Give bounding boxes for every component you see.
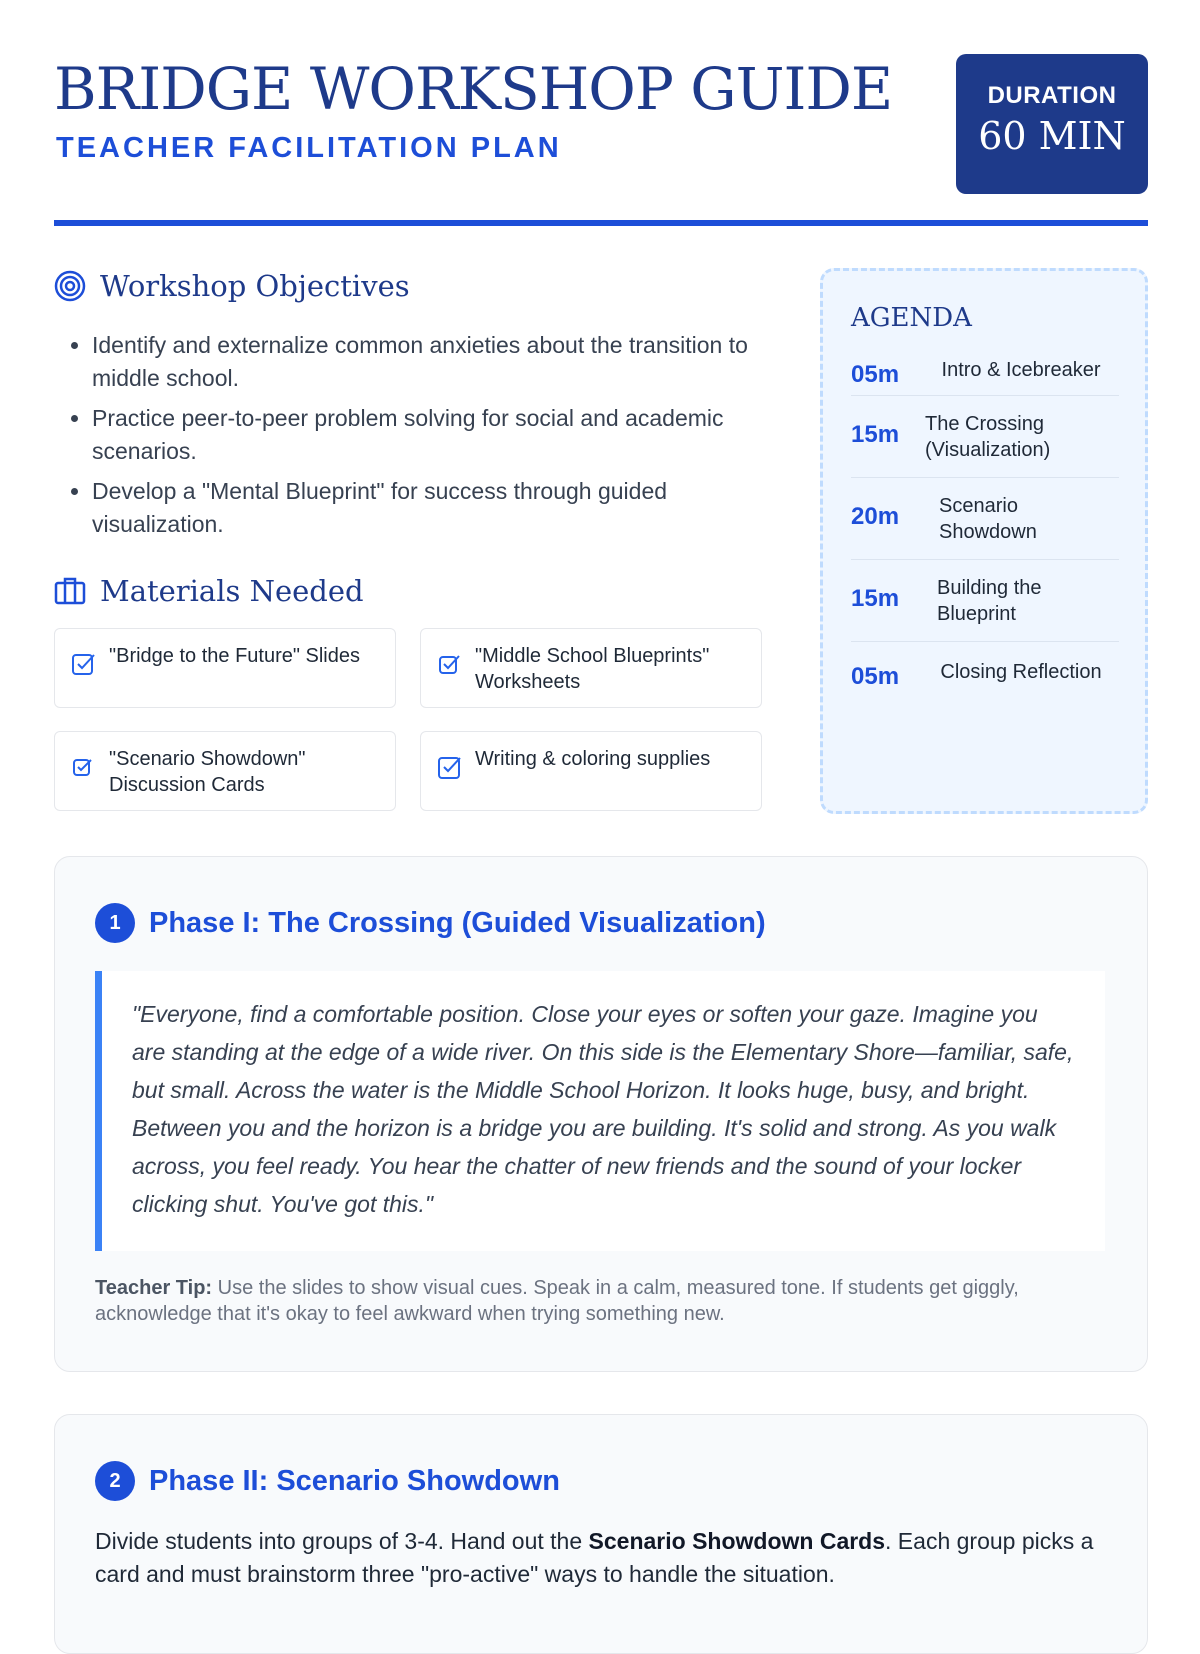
header xyxy=(54,54,1148,224)
teacher-tip-text: Use the slides to show visual cues. Speak in a calm, measured tone. If students get giggly, acknowledge that it's okay to feel awkward when trying something new. xyxy=(95,1277,1019,1325)
material-label: "Middle School Blueprints" Worksheets xyxy=(475,645,710,693)
phase-1-card xyxy=(54,856,1148,1372)
agenda-row xyxy=(851,395,1119,478)
agenda-row xyxy=(851,349,1119,396)
checkbox-icon xyxy=(71,754,97,780)
agenda-activity: Intro & Icebreaker xyxy=(941,359,1101,381)
phase-number-badge: 1 xyxy=(95,903,135,943)
agenda-time: 20m xyxy=(851,503,900,530)
agenda-row xyxy=(851,559,1119,642)
material-card xyxy=(54,731,396,811)
phase-number-badge: 2 xyxy=(95,1461,135,1501)
duration-badge xyxy=(956,54,1148,194)
objective-item: • Develop a "Mental Blueprint" for success through guided visualization. xyxy=(92,475,792,541)
material-label: "Scenario Showdown" Discussion Cards xyxy=(109,748,306,796)
agenda-panel xyxy=(820,268,1148,814)
phase-2-text-bold: Scenario Showdown Cards xyxy=(588,1528,886,1554)
objective-item: • Identify and externalize common anxieties about the transition to middle school. xyxy=(92,329,792,395)
checkbox-icon xyxy=(71,651,97,677)
phase-2-instructions xyxy=(95,1525,1105,1591)
agenda-activity: Closing Reflection xyxy=(940,661,1102,683)
teacher-tip xyxy=(95,1275,1105,1327)
phase-2-heading xyxy=(95,1461,560,1501)
duration-value: 60 MIN xyxy=(978,114,1126,158)
agenda-heading: AGENDA xyxy=(851,303,972,333)
material-label: "Bridge to the Future" Slides xyxy=(109,645,360,667)
agenda-row xyxy=(851,641,1119,701)
agenda-activity: Scenario Showdown xyxy=(939,495,1037,543)
briefcase-icon xyxy=(54,575,86,607)
agenda-time: 05m xyxy=(851,663,900,690)
objectives-list xyxy=(54,329,792,548)
agenda-time: 05m xyxy=(851,361,900,388)
objectives-heading xyxy=(54,264,410,308)
agenda-time: 15m xyxy=(851,585,900,612)
material-card xyxy=(420,628,762,708)
duration-label: DURATION xyxy=(987,82,1117,109)
phase-2-text-after: . Each group picks a card and must brainstorm three "pro-active" ways to handle the situation. xyxy=(95,1528,1094,1587)
material-card xyxy=(420,731,762,811)
checkbox-icon xyxy=(437,651,463,677)
agenda-row xyxy=(851,477,1119,560)
page-subtitle: TEACHER FACILITATION PLAN xyxy=(56,132,562,164)
target-icon xyxy=(54,270,86,302)
materials-heading-text: Materials Needed xyxy=(100,574,364,608)
teacher-tip-label: Teacher Tip: xyxy=(95,1277,213,1299)
agenda-activity: The Crossing (Visualization) xyxy=(925,413,1051,461)
phase-2-text-before: Divide students into groups of 3-4. Hand out the xyxy=(95,1528,589,1554)
page-title: BRIDGE WORKSHOP GUIDE xyxy=(54,55,893,123)
objective-item: • Practice peer-to-peer problem solving for social and academic scenarios. xyxy=(92,402,792,468)
header-divider xyxy=(54,220,1148,226)
agenda-activity: Building the Blueprint xyxy=(937,577,1042,625)
visualization-script: "Everyone, find a comfortable position. Close your eyes or soften your gaze. Imagine you are standing at the edge of a wide river. On this side is the Elementary Shore—familiar, safe, but small. Across the water is the Middle School Horizon. It looks huge, busy, and bright. Between you and the horizon is a bridge you are building. It's solid and strong. As you walk across, you feel ready. You hear the chatter of new friends and the sound of your locker clicking shut. You've got this." xyxy=(95,971,1105,1251)
agenda-time: 15m xyxy=(851,421,900,448)
phase-2-title: Phase II: Scenario Showdown xyxy=(149,1464,560,1497)
phase-2-card xyxy=(54,1414,1148,1654)
phase-1-heading xyxy=(95,903,766,943)
material-label: Writing & coloring supplies xyxy=(475,748,711,770)
materials-heading xyxy=(54,569,364,613)
checkbox-icon xyxy=(437,754,463,780)
objectives-heading-text: Workshop Objectives xyxy=(100,269,410,303)
material-card xyxy=(54,628,396,708)
phase-1-title: Phase I: The Crossing (Guided Visualization) xyxy=(149,906,766,939)
